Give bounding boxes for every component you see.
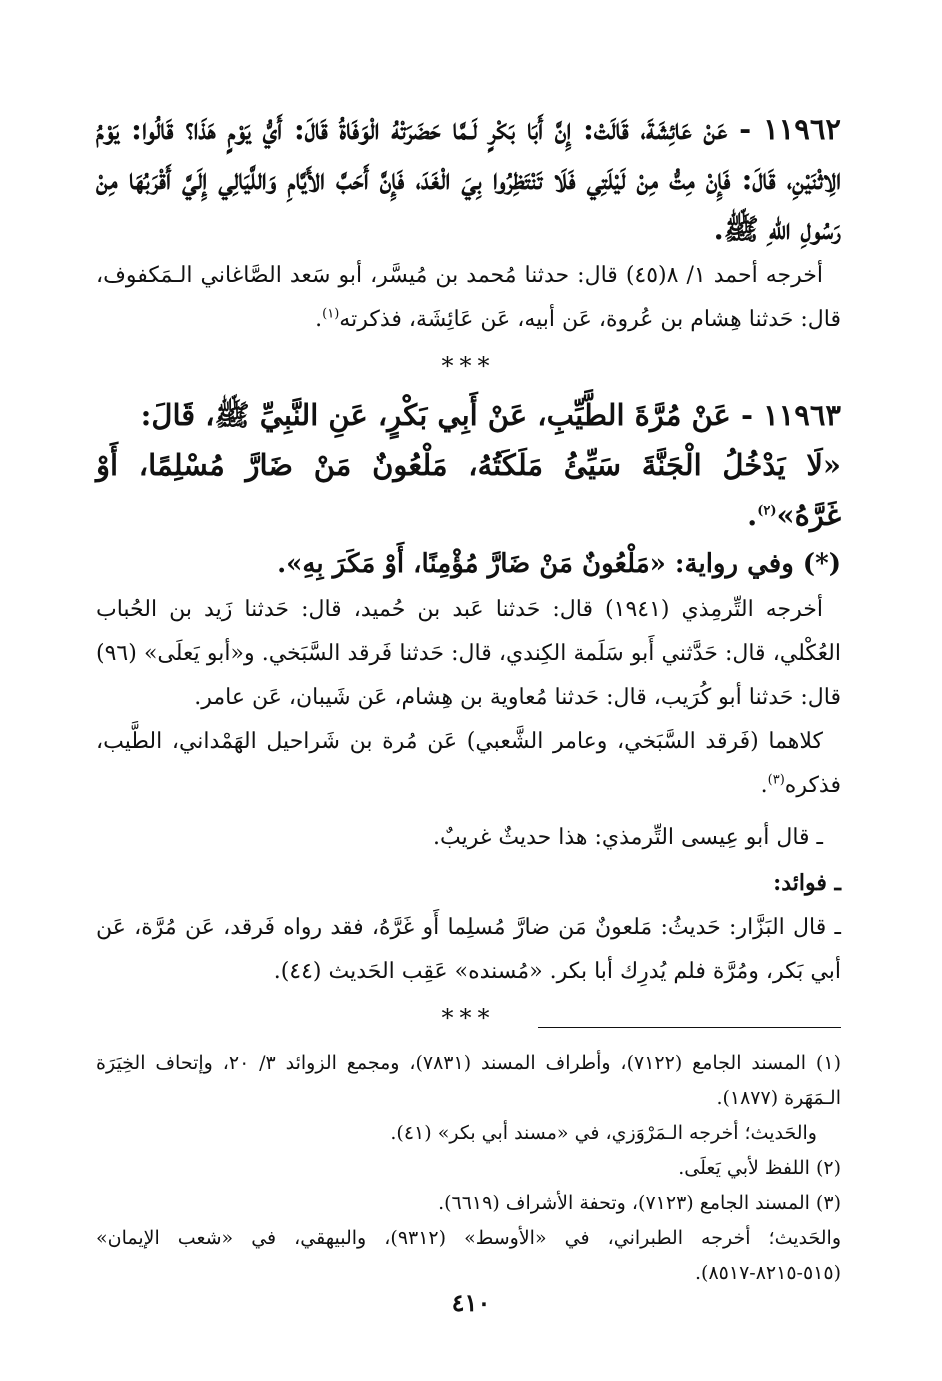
footnote-ref-3[interactable]: (٣): [767, 772, 785, 788]
hadith-11962: [96, 104, 841, 254]
alternate-narration: (*) وفي رواية: «مَلْعُونٌ مَنْ ضَارَّ مُؤْمِنًا، أَوْ مَكَرَ بِهِ».: [277, 549, 841, 579]
hadith-number: ١١٩٦٢: [763, 112, 841, 146]
page-body: [96, 104, 841, 1042]
hadith-11963-line2: «لَا يَدْخُلُ الْجَنَّةَ سَيِّئُ مَلَكَتُهُ، مَلْعُونٌ مَنْ ضَارَّ مُسْلِمًا، أَوْ غَرَّهُ»$^{(٢)}$.: [96, 448, 841, 532]
takhrij-11962: أخرجه أحمد ١/ ٨(٤٥) قال: حدثنا مُحمد بن مُيسَّر، أبو سَعد الصَّاغاني الـمَكفوف، قال: حَدثنا هِشام بن عُروة، عَن أبيه، عَن عَائِشَة، فذكرته$^{(١)}$.: [96, 263, 841, 332]
hadith-number: ١١٩٦٣: [763, 398, 841, 432]
footnote-1: (١) المسند الجامع (٧١٢٢)، وأطراف المسند (٧٨٣١)، ومجمع الزوائد ٣/ ٢٠، وإتحاف الخِيَرَة الـمَهَرة (١٨٧٧).: [96, 1052, 841, 1109]
tirmidhi-comment: ـ قال أبو عِيسى التِّرمذي: هذا حديثٌ غريبٌ.: [433, 825, 823, 850]
footnote-3: (٣) المسند الجامع (٧١٢٣)، وتحفة الأشراف (٦٦١٩).: [438, 1192, 841, 1214]
separator-stars: ***: [441, 1004, 496, 1032]
footnote-1-continuation: والحَديث؛ أخرجه الـمَرْوَزي، في «مسند أبي بكر» (٤١).: [390, 1122, 817, 1144]
footnote-3-continuation: والحَديث؛ أخرجه الطبراني، في «الأوسط» (٩٣١٢)، والبيهقي، في «شعب الإيمان» (٥١٥-٨٢١٥-٨٥١٧).: [96, 1227, 841, 1284]
separator-stars: ***: [441, 352, 496, 380]
kilahuma-text: كلاهما (فَرقد السَّبَخي، وعامر الشَّعبي) عَن مُرة بن شَراحيل الهَمْداني، الطَّيب، فذكره: [96, 729, 841, 798]
takhrij-text: أخرجه أحمد ١/ ٨(٤٥) قال: حدثنا مُحمد بن مُيسَّر، أبو سَعد الصَّاغاني الـمَكفوف، قال: حَدثنا هِشام بن عُروة، عَن أبيه، عَن عَائِشَة، فذكرته: [96, 263, 841, 332]
footnote-divider: [538, 1027, 841, 1028]
hadith-11963: [96, 390, 841, 440]
hadith-text-line2: «لَا يَدْخُلُ الْجَنَّةَ سَيِّئُ مَلَكَتُهُ، مَلْعُونٌ مَنْ ضَارَّ مُسْلِمًا، أَوْ غَرَّهُ»: [96, 448, 841, 532]
page-number: ٤١٠: [451, 1288, 491, 1317]
bazzar-comment: ـ قال البَزَّار: حَديثُ: مَلعونٌ مَن ضارَّ مُسلِما أَو غَرَّهُ، فقد رواه فَرقد، عَن مُرَّة، عَن أبي بَكر، ومُرَّة فلم يُدرِك أبا بكر. «مُسنده» عَقِب الحَديث (٤٤).: [96, 915, 841, 984]
takhrij-11963: أخرجه التِّرمِذي (١٩٤١) قال: حَدثنا عَبد بن حُميد، قال: حَدثنا زَيد بن الحُباب العُكْلي، قال: حَدَّثني أَبو سَلَمة الكِندي، قال: حَدثنا فَرقد السَّبَخي. و«أبو يَعلَى» (٩٦) قال: حَدثنا أبو كُرَيب، قال: حَدثنا مُعاوية بن هِشام، عَن شَيبان، عَن عامر.: [96, 597, 841, 710]
footnote-ref-2[interactable]: (٢): [757, 503, 777, 519]
fawaid-heading: ـ فوائد:: [773, 870, 841, 896]
footnotes: [96, 1046, 841, 1291]
footnote-ref-1[interactable]: (١): [322, 306, 340, 322]
hadith-text: - عَنْ عَائِشَةَ، قَالَتْ: إِنَّ أَبَا بَكْرٍ لَـمَّا حَضَرَتْهُ الْوَفَاةُ قَالَ: أَيُّ يَوْمٍ هَذَا؟ قَالُوا: يَوْمُ الِاثْنَيْنِ، قَالَ: فَإِنْ مِتُّ مِنْ لَيْلَتِي فَلَا تَنْتَظِرُوا بِيَ الْغَدَ، فَإِنَّ أَحَبَّ الأَيَّامِ وَاللَّيَالِي إِلَيَّ أَقْرَبُهَا مِنْ رَسُولِ اللهِ ﷺ.: [96, 112, 841, 246]
hadith-text-line1: - عَنْ مُرَّةَ الطَّيِّبِ، عَنْ أَبِي بَكْرٍ، عَنِ النَّبِيِّ ﷺ، قَالَ:: [140, 398, 753, 432]
footnote-2: (٢) اللفظ لأبي يَعلَى.: [678, 1157, 841, 1179]
kilahuma-paragraph: كلاهما (فَرقد السَّبَخي، وعامر الشَّعبي) عَن مُرة بن شَراحيل الهَمْداني، الطَّيب، فذكره$^{(٣)}$.: [96, 729, 841, 798]
